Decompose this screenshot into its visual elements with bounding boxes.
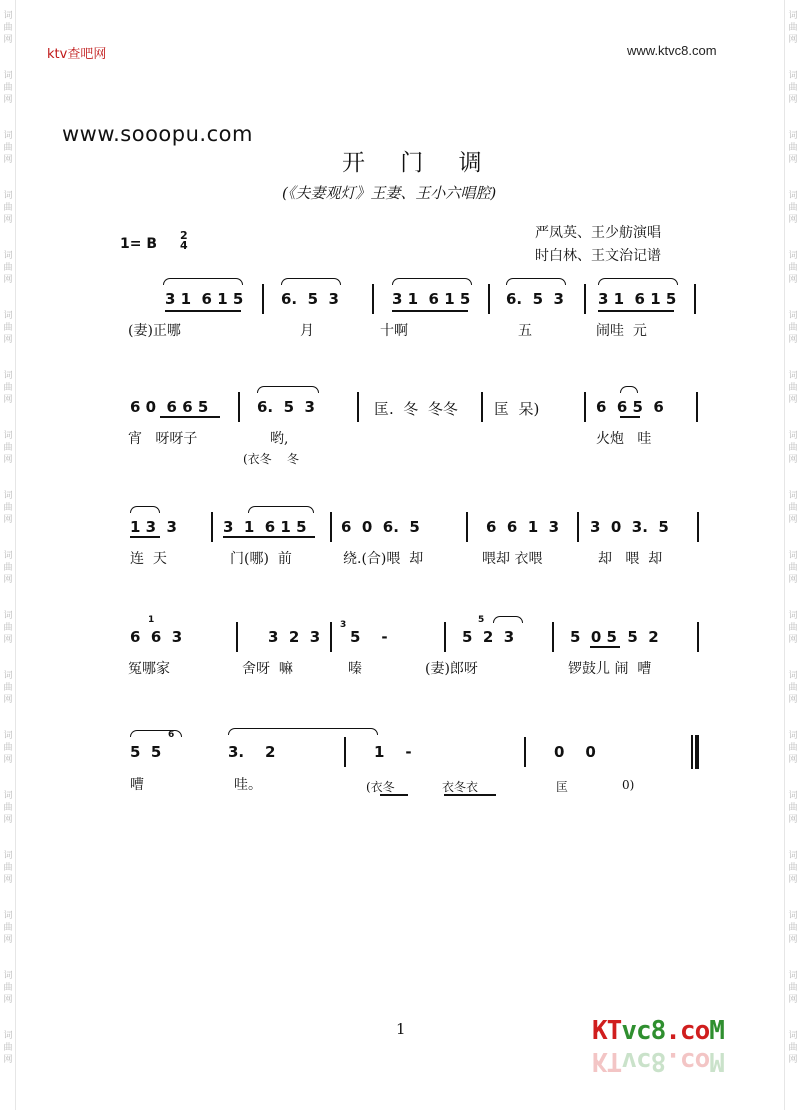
side-watermark-char: 曲 [788,83,798,93]
side-watermark-block [0,730,16,766]
underline [380,794,408,796]
side-watermark-char: 网 [3,575,13,585]
side-watermark-char: 网 [788,635,798,645]
page-number: 1 [396,1020,406,1038]
measure-5-1: 5 5 [130,743,162,761]
side-watermark-block [0,970,16,1006]
side-watermark-char: 曲 [788,563,798,573]
side-watermark-block [785,370,800,406]
barline [238,392,240,422]
side-watermark-char: 网 [3,815,13,825]
side-watermark-block [785,550,800,586]
side-watermark-char: 网 [788,575,798,585]
side-watermark-char: 网 [788,755,798,765]
site-url-right[interactable]: www.ktvc8.com [627,43,717,58]
barline [344,737,346,767]
lyric-1-5: 闹哇 元 [596,323,647,339]
measure-1-1: 3 1 6 1 5 [165,290,244,308]
side-watermark-char: 词 [3,731,13,741]
side-watermark-block [0,10,16,46]
side-watermark-char: 词 [788,431,798,441]
side-watermark-char: 网 [3,455,13,465]
measure-2-2: 6. 5 3 [257,398,315,416]
song-title: 开 门 调 [342,150,496,176]
barline [330,622,332,652]
side-watermark-char: 网 [3,215,13,225]
lyric-1-3: 十啊 [380,323,408,339]
measure-4-4: 5 2 3 [462,628,515,646]
site-logo[interactable] [592,1016,742,1046]
underline [598,310,674,312]
barline [357,392,359,422]
side-watermark-char: 曲 [3,623,13,633]
underline [223,536,315,538]
slur [598,278,678,285]
side-watermark-block [785,670,800,706]
side-watermark-block [785,430,800,466]
side-watermark-char: 词 [788,311,798,321]
barline [584,284,586,314]
underline [392,310,468,312]
side-watermark-char: 词 [3,191,13,201]
slur [228,728,378,735]
barline [696,392,698,422]
side-watermark-char: 网 [3,755,13,765]
lyric-4-1: 冤哪家 [128,661,170,677]
logo-text: KTvc8.coM [592,1016,724,1046]
side-watermark-char: 词 [788,731,798,741]
lyric-5-2: 哇。 [234,777,262,793]
percussion-line: (衣冬 冬 [243,452,299,466]
side-watermark-char: 曲 [788,143,798,153]
lyric-2-1: 宵 呀呀子 [128,431,198,447]
lyric-3-4: 喂却 衣喂 [482,551,543,567]
side-watermark-char: 网 [3,35,13,45]
side-watermark-block [785,250,800,286]
slur [281,278,341,285]
side-watermark-char: 曲 [3,863,13,873]
barline [697,512,699,542]
barline [488,284,490,314]
side-watermark-char: 网 [788,95,798,105]
lyric-4-2: 舍呀 嘛 [242,661,293,677]
side-watermark-char: 网 [788,215,798,225]
song-subtitle: (《夫妻观灯》王妻、王小六唱腔) [282,184,497,202]
side-watermark-char: 词 [788,131,798,141]
slur [163,278,243,285]
side-watermark-block [0,1030,16,1066]
measure-3-2: 3 1 6 1 5 [223,518,307,536]
side-watermark-char: 词 [3,551,13,561]
side-watermark-block [0,250,16,286]
final-barline-thick [695,735,699,769]
measure-3-1: 1 3 3 [130,518,177,536]
side-watermark-char: 网 [3,515,13,525]
side-watermark-char: 词 [3,71,13,81]
side-watermark-char: 网 [788,35,798,45]
side-watermark-block [785,610,800,646]
measure-1-2: 6. 5 3 [281,290,339,308]
side-watermark-char: 词 [3,11,13,21]
side-watermark-char: 网 [788,815,798,825]
right-watermark-strip [784,0,800,1110]
lyric-3-5: 却 喂 却 [598,551,663,567]
side-watermark-char: 曲 [788,323,798,333]
side-watermark-char: 曲 [3,23,13,33]
lyric-4-4: (妻)郎呀 [425,661,478,677]
side-watermark-char: 曲 [788,743,798,753]
side-watermark-char: 网 [788,275,798,285]
lyric-5-1: 嘈 [130,777,144,793]
side-watermark-char: 曲 [788,203,798,213]
side-watermark-char: 网 [788,395,798,405]
measure-4-1: 6 6 3 [130,628,183,646]
lyric-3-2: 门(哪) 前 [230,551,292,567]
side-watermark-char: 词 [788,671,798,681]
side-watermark-char: 曲 [788,383,798,393]
side-watermark-char: 网 [788,155,798,165]
side-watermark-char: 曲 [788,683,798,693]
side-watermark-char: 网 [3,155,13,165]
left-watermark-strip [0,0,16,1110]
site-name-left[interactable]: ktv查吧网 [47,47,107,62]
side-watermark-char: 词 [3,131,13,141]
side-watermark-char: 曲 [3,383,13,393]
slur [493,616,523,623]
side-watermark-char: 曲 [788,923,798,933]
measure-2-3: 匡. 冬 冬冬 [374,400,458,418]
side-watermark-block [0,70,16,106]
side-watermark-block [785,790,800,826]
barline [577,512,579,542]
side-watermark-char: 网 [3,635,13,645]
lyric-1-2: 月 [300,323,314,339]
side-watermark-block [0,790,16,826]
side-watermark-block [0,190,16,226]
side-watermark-char: 网 [3,395,13,405]
key-signature: 1= B [120,236,158,252]
side-watermark-char: 曲 [3,983,13,993]
side-watermark-char: 网 [788,1055,798,1065]
credit-transcribers: 时白林、王文治记谱 [535,248,661,264]
side-watermark-char: 曲 [3,1043,13,1053]
side-watermark-char: 词 [3,1031,13,1041]
grace-note: 1 [148,615,155,625]
side-watermark-block [0,670,16,706]
side-watermark-char: 词 [788,11,798,21]
lyric-2-2: 哟, [270,431,289,447]
side-watermark-char: 网 [3,335,13,345]
side-watermark-char: 曲 [788,803,798,813]
side-watermark-char: 曲 [3,563,13,573]
side-watermark-char: 网 [788,995,798,1005]
side-watermark-block [785,850,800,886]
barline [697,622,699,652]
side-watermark-char: 曲 [788,1043,798,1053]
side-watermark-char: 词 [3,491,13,501]
side-watermark-char: 词 [3,251,13,261]
side-watermark-char: 曲 [3,203,13,213]
slur [257,386,319,393]
grace-note: 3 [340,620,347,630]
underline [160,416,220,418]
side-watermark-block [0,550,16,586]
side-watermark-char: 曲 [3,743,13,753]
percussion-3: 匡 [556,780,569,794]
side-watermark-char: 词 [788,611,798,621]
measure-4-3: 5 - [350,628,388,646]
slur [620,386,638,393]
barline [444,622,446,652]
side-watermark-block [0,370,16,406]
time-bottom: 4 [180,239,188,252]
side-watermark-char: 网 [788,935,798,945]
side-watermark-char: 词 [788,491,798,501]
measure-5-3: 1 - [374,743,412,761]
final-barline-thin [691,735,693,769]
measure-5-4: 0 0 [554,743,596,761]
measure-1-3: 3 1 6 1 5 [392,290,471,308]
side-watermark-block [785,10,800,46]
side-watermark-char: 词 [3,311,13,321]
lyric-1-1: (妻)正哪 [128,323,181,339]
side-watermark-char: 词 [788,191,798,201]
barline [552,622,554,652]
side-watermark-block [0,610,16,646]
side-watermark-char: 网 [3,275,13,285]
side-watermark-char: 词 [788,551,798,561]
side-watermark-block [0,310,16,346]
percussion-4: 0) [622,778,635,792]
side-watermark-block [785,910,800,946]
underline [165,310,241,312]
side-watermark-block [785,190,800,226]
side-watermark-block [0,430,16,466]
side-watermark-char: 词 [788,911,798,921]
measure-4-2: 3 2 3 [268,628,321,646]
measure-5-2: 3. 2 [228,743,276,761]
grace-note: 5 [478,615,485,625]
barline [236,622,238,652]
time-top: 2 [180,229,188,242]
side-watermark-char: 词 [3,611,13,621]
side-watermark-char: 曲 [3,923,13,933]
side-watermark-char: 词 [788,1031,798,1041]
measure-3-5: 3 0 3. 5 [590,518,669,536]
slur [130,506,160,513]
lyric-3-3: 绕.(合)喂 却 [343,551,424,567]
side-watermark-char: 曲 [788,443,798,453]
side-watermark-char: 曲 [788,863,798,873]
side-watermark-char: 词 [788,371,798,381]
side-watermark-char: 网 [3,935,13,945]
lyric-1-4: 五 [518,323,532,339]
time-signature [180,231,188,251]
side-watermark-block [785,70,800,106]
barline [466,512,468,542]
measure-3-4: 6 6 1 3 [486,518,560,536]
side-watermark-char: 网 [3,95,13,105]
underline [130,536,160,538]
side-watermark-char: 网 [3,695,13,705]
percussion-1: (衣冬 [366,780,395,794]
barline [481,392,483,422]
slur [130,730,182,737]
side-watermark-char: 词 [3,971,13,981]
side-watermark-char: 曲 [3,143,13,153]
side-watermark-char: 网 [3,995,13,1005]
measure-2-4: 匡 呆) [494,400,540,418]
side-watermark-char: 网 [3,1055,13,1065]
side-watermark-char: 词 [788,851,798,861]
side-watermark-block [785,1030,800,1066]
side-watermark-char: 词 [788,791,798,801]
underline [590,646,620,648]
side-watermark-block [785,490,800,526]
side-watermark-char: 词 [3,911,13,921]
side-watermark-char: 词 [3,671,13,681]
measure-1-4: 6. 5 3 [506,290,564,308]
measure-3-3: 6 0 6. 5 [341,518,420,536]
lyric-4-5: 锣鼓儿 闹 嘈 [568,661,652,677]
side-watermark-char: 曲 [3,503,13,513]
side-watermark-char: 曲 [788,263,798,273]
side-watermark-char: 曲 [3,323,13,333]
barline [694,284,696,314]
side-watermark-char: 网 [788,455,798,465]
barline [524,737,526,767]
measure-4-5: 5 0 5 5 2 [570,628,659,646]
source-watermark: www.sooopu.com [62,122,253,146]
grace-note: 6 [168,730,175,740]
side-watermark-char: 词 [788,971,798,981]
logo-reflection: KTvc8.coM [592,1046,724,1076]
side-watermark-char: 词 [3,791,13,801]
percussion-2: 衣冬衣 [442,780,479,794]
side-watermark-block [0,910,16,946]
measure-2-5: 6 6 5 6 [596,398,664,416]
lyric-4-3: 嗪 [348,661,362,677]
barline [330,512,332,542]
measure-2-1: 6 0 6 6 5 [130,398,209,416]
measure-1-5: 3 1 6 1 5 [598,290,677,308]
side-watermark-block [0,130,16,166]
side-watermark-char: 网 [788,695,798,705]
side-watermark-block [785,130,800,166]
side-watermark-char: 曲 [3,263,13,273]
side-watermark-char: 网 [3,875,13,885]
side-watermark-char: 网 [788,335,798,345]
underline [444,794,496,796]
side-watermark-char: 网 [788,875,798,885]
side-watermark-char: 曲 [788,623,798,633]
side-watermark-char: 词 [3,431,13,441]
lyric-2-5: 火炮 哇 [596,431,652,447]
slur [248,506,314,513]
side-watermark-char: 词 [3,371,13,381]
underline [620,416,640,418]
side-watermark-char: 曲 [3,83,13,93]
barline [584,392,586,422]
side-watermark-char: 曲 [3,803,13,813]
credit-singers: 严凤英、王少舫演唱 [535,225,661,241]
side-watermark-char: 曲 [3,443,13,453]
side-watermark-block [785,310,800,346]
side-watermark-char: 词 [3,851,13,861]
side-watermark-char: 曲 [788,983,798,993]
lyric-3-1: 连 天 [130,551,167,567]
side-watermark-char: 曲 [3,683,13,693]
barline [372,284,374,314]
slur [392,278,472,285]
side-watermark-char: 词 [788,251,798,261]
barline [211,512,213,542]
side-watermark-char: 曲 [788,503,798,513]
side-watermark-block [0,850,16,886]
slur [506,278,566,285]
side-watermark-char: 词 [788,71,798,81]
side-watermark-char: 曲 [788,23,798,33]
side-watermark-block [785,730,800,766]
side-watermark-block [785,970,800,1006]
side-watermark-block [0,490,16,526]
side-watermark-char: 网 [788,515,798,525]
barline [262,284,264,314]
